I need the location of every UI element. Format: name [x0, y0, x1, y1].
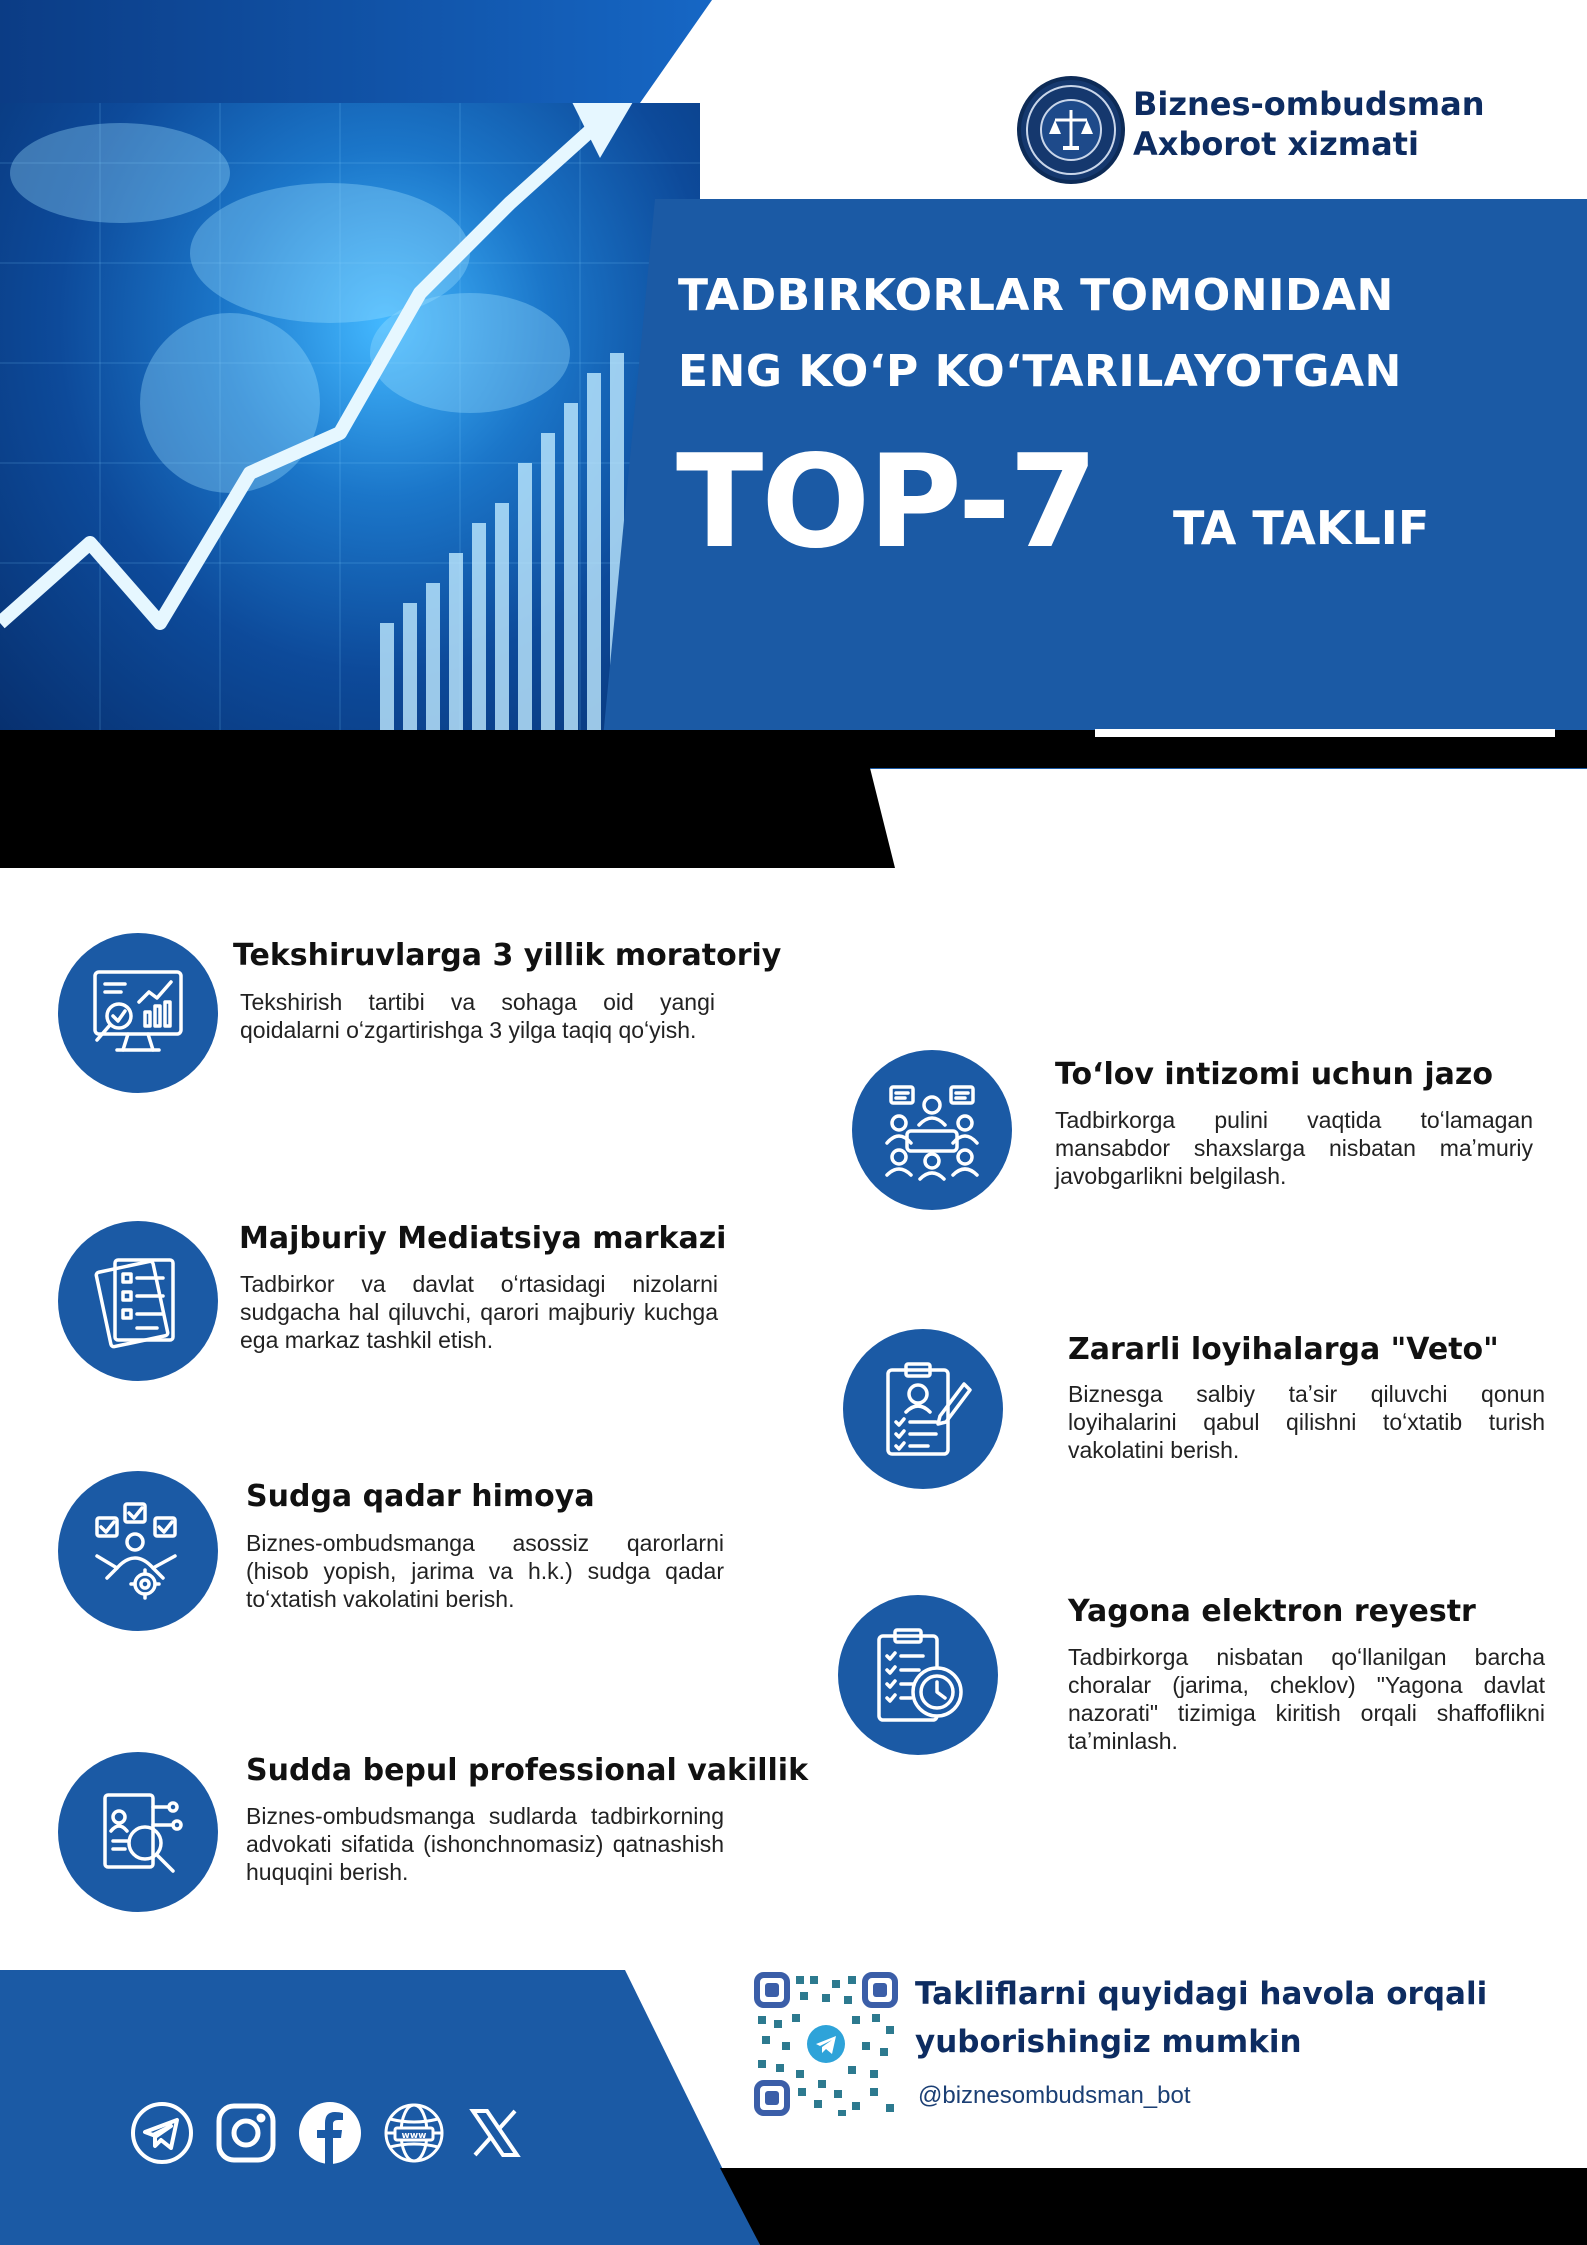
item-3-description: Tadbirkor va davlat oʻrtasidagi nizolarni sudgacha hal qiluvchi, qarori majburiy kuchga ega markaz tashkil etish.: [240, 1271, 718, 1353]
cta-line-2: yuborishingiz mumkin: [915, 2024, 1302, 2060]
item-3-title: Majburiy Mediatsiya markazi: [239, 1221, 727, 1256]
person-tasks-icon: [58, 1471, 218, 1631]
monitor-analytics-icon: [58, 933, 218, 1093]
growth-chart-image: [0, 103, 700, 733]
profile-search-icon: [58, 1752, 218, 1912]
brand-line-2: Axborot xizmati: [1133, 125, 1419, 163]
item-2-title: Toʻlov intizomi uchun jazo: [1055, 1057, 1493, 1092]
document-checklist-icon: [58, 1221, 218, 1381]
item-1-description: Tekshirish tartibi va sohaga oid yangi qoidalarni oʻzgartirishga 3 yilga taqiq qoʻyish.: [240, 989, 715, 1043]
item-7-description: Biznes-ombudsmanga sudlarda tadbirkorning advokati sifatida (ishonchnomasiz) qatnashish huquqini berish.: [246, 1803, 724, 1885]
bot-handle-link[interactable]: @biznesombudsman_bot: [918, 2082, 1191, 2109]
headline-suffix: TA TAKLIF: [1173, 501, 1430, 555]
meeting-group-icon: [852, 1050, 1012, 1210]
cta-line-1: Takliflarni quyidagi havola orqali: [915, 1976, 1488, 2012]
x-icon[interactable]: [460, 2098, 530, 2168]
title-line-2: ENG KO‘P KO‘TARILAYOTGAN: [678, 346, 1402, 397]
title-line-1: TADBIRKORLAR TOMONIDAN: [678, 270, 1394, 321]
header-divider: [1095, 729, 1555, 737]
telegram-icon[interactable]: [127, 2098, 197, 2168]
brand-name: [1133, 84, 1553, 164]
item-6-description: Tadbirkorga nisbatan qoʻllanilgan barcha choralar (jarima, cheklov) "Yagona davlat nazorati" tizimiga kiritish orqali shaffoflikni taʼminlash.: [1068, 1644, 1545, 1754]
clipboard-clock-icon: [838, 1595, 998, 1755]
item-1-title: Tekshiruvlarga 3 yillik moratoriy: [233, 938, 782, 973]
item-4-description: Biznesga salbiy taʼsir qiluvchi qonun loyihalarini qabul qilishni toʻxtatib turish vakolatini berish.: [1068, 1381, 1545, 1463]
ombudsman-logo-icon: [1017, 76, 1125, 184]
clipboard-user-icon: [843, 1329, 1003, 1489]
item-7-title: Sudda bepul professional vakillik: [246, 1753, 809, 1788]
page-title: [678, 258, 1538, 410]
qr-code[interactable]: [752, 1970, 900, 2118]
item-6-title: Yagona elektron reyestr: [1068, 1594, 1476, 1629]
item-5-description: Biznes-ombudsmanga asossiz qarorlarni (hisob yopish, jarima va h.k.) sudga qadar toʻxtatish vakolatini berish.: [246, 1530, 724, 1612]
item-5-title: Sudga qadar himoya: [246, 1479, 595, 1514]
instagram-icon[interactable]: [211, 2098, 281, 2168]
cta-text: [915, 1970, 1555, 2066]
item-2-description: Tadbirkorga pulini vaqtida toʻlamagan mansabdor shaxslarga nisbatan maʼmuriy javobgarlikni belgilash.: [1055, 1107, 1533, 1189]
facebook-icon[interactable]: [295, 2098, 365, 2168]
footer-black-band: [720, 2168, 1587, 2245]
headline: TOP-7: [676, 428, 1096, 577]
brand-line-1: Biznes-ombudsman: [1133, 85, 1485, 123]
svg-text:www: www: [401, 2131, 427, 2141]
header-black-band: [0, 730, 1587, 868]
website-icon[interactable]: [379, 2098, 449, 2168]
item-4-title: Zararli loyihalarga "Veto": [1068, 1332, 1499, 1367]
